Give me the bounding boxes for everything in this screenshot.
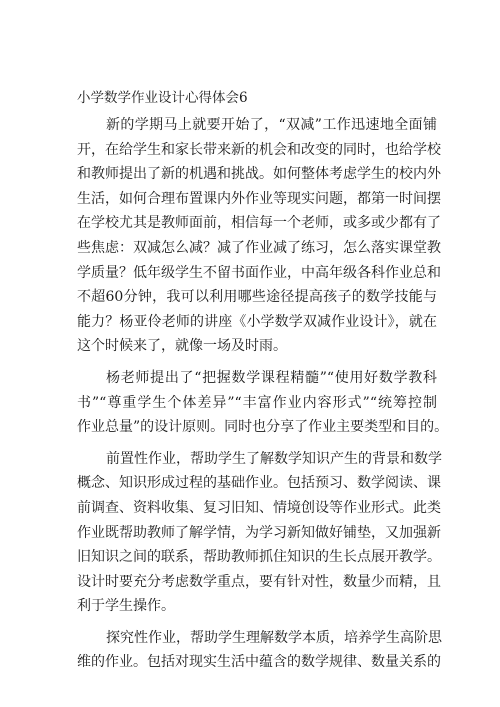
document-title: 小学数学作业设计心得体会6 [77, 90, 248, 106]
text-line: 学质量？低年级学生不留书面作业，中高年级各科作业总和 [77, 264, 441, 281]
paragraph-gap [77, 440, 437, 447]
text-line: 不超60分钟，我可以利用哪些途径提高孩子的数学技能与 [77, 289, 437, 306]
paragraph [77, 626, 442, 675]
text-line: 这个时候来了，就像一场及时雨。 [77, 338, 287, 355]
document-body [77, 113, 449, 675]
paragraph-gap [77, 359, 437, 366]
text-line: 生活，如何合理布置课内外作业等现实问题，都第一时间摆 [77, 190, 441, 207]
text-line: 旧知识之间的联系，帮助教师抓住知识的生长点展开教学。 [77, 549, 441, 566]
text-line: 作业既帮助教师了解学情，为学习新知做好铺垫，又加强新 [77, 524, 441, 541]
text-line: 些焦虑：双减怎么减？减了作业减了练习，怎么落实课堂教 [77, 239, 441, 256]
text-line: 开，在给学生和家长带来新的机会和改变的同时，也给学校 [77, 141, 441, 158]
text-line: 能力？杨亚伶老师的讲座《小学数学双减作业设计》，就在 [77, 313, 437, 330]
text-line: 作业总量”的设计原则。同时也分享了作业主要类型和目的。 [77, 419, 449, 436]
text-line: 设计时要充分考虑数学重点，要有针对性，数量少而精，且 [77, 573, 441, 590]
text-line: 前置性作业，帮助学生了解数学知识产生的背景和数学 [106, 450, 442, 467]
paragraph [77, 113, 441, 359]
text-line: 书”“尊重学生个体差异”“丰富作业内容形式”“统筹控制 [77, 394, 437, 411]
text-line: 新的学期马上就要开始了，“双减”工作迅速地全面铺 [106, 117, 437, 133]
text-line: 和教师提出了新的机遇和挑战。如何整体考虑学生的校内外 [77, 166, 441, 183]
text-line: 概念、知识形成过程的基础作业。包括预习、数学阅读、课 [77, 475, 441, 492]
text-line: 在学校尤其是教师面前，相信每一个老师，或多或少都有了 [77, 215, 441, 232]
text-line: 利于学生操作。 [77, 598, 175, 615]
paragraph [77, 447, 442, 619]
text-line: 探究性作业，帮助学生理解数学本质，培养学生高阶思 [106, 629, 442, 646]
paragraph-gap [77, 619, 437, 626]
text-line: 杨老师提出了“把握数学课程精髓”“使用好数学教科 [106, 369, 437, 386]
text-line: 前调查、资料收集、复习旧知、情境创设等作业形式。此类 [77, 499, 441, 516]
paragraph [77, 366, 449, 440]
text-line: 维的作业。包括对现实生活中蕴含的数学规律、数量关系的 [77, 654, 441, 671]
